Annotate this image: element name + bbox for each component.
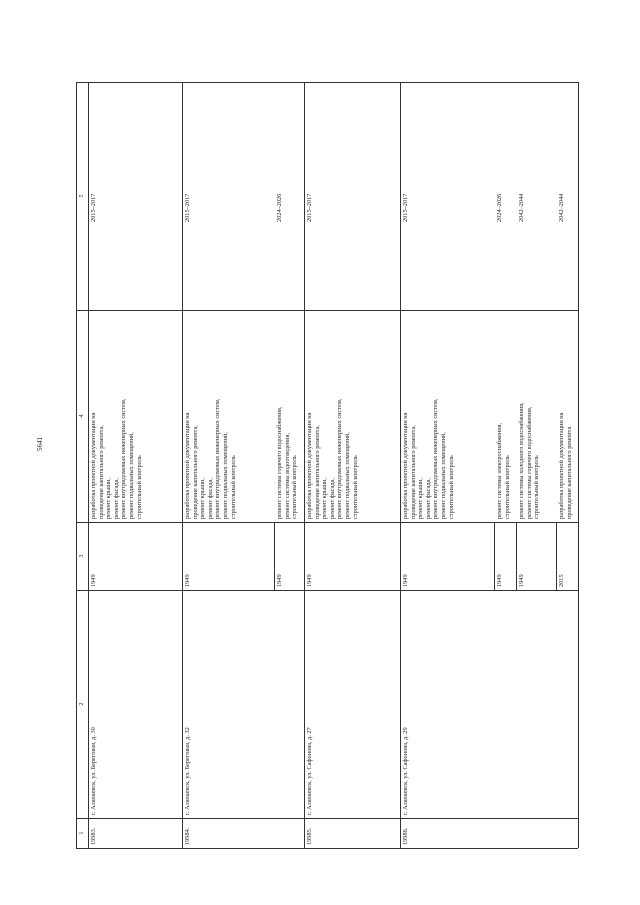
works-cell bbox=[558, 413, 573, 519]
works-line: разработка проектной документации на bbox=[184, 412, 191, 519]
period-cell: 2024–2026 bbox=[276, 193, 283, 222]
works-line: строительный контроль bbox=[533, 455, 541, 519]
page-number: 5641 bbox=[36, 437, 44, 451]
works-line: разработка проектной документации на bbox=[402, 412, 409, 519]
works-line: ремонт системы горячего водоснабжения, bbox=[276, 406, 283, 519]
column-header: 1 bbox=[78, 831, 85, 835]
period-cell: 2042–2044 bbox=[558, 193, 565, 222]
works-line: строительный контроль bbox=[447, 455, 455, 519]
works-line: ремонт фасада, bbox=[206, 478, 214, 519]
address-cell: г. Алапаевск, ул. Сафонова, д. 27 bbox=[306, 727, 313, 815]
works-line: ремонт системы холодного водоснабжения, bbox=[518, 402, 525, 519]
grid-line bbox=[88, 82, 89, 848]
works-line: проведение капитального ремонта, bbox=[313, 425, 321, 519]
address-cell: г. Алапаевск, ул. Сафонова, д. 29 bbox=[402, 727, 409, 815]
grid-line bbox=[76, 522, 578, 523]
works-line: ремонт внутридомовых инженерных систем, bbox=[214, 398, 222, 519]
column-header: 4 bbox=[78, 414, 85, 418]
grid-line bbox=[182, 82, 183, 848]
works-line: строительный контроль bbox=[229, 455, 237, 519]
row-number: 19984. bbox=[184, 827, 191, 845]
works-cell bbox=[306, 399, 359, 519]
period-cell: 2015–2017 bbox=[306, 193, 313, 222]
works-cell bbox=[276, 407, 299, 519]
grid-line bbox=[516, 522, 517, 590]
year-cell: 1949 bbox=[496, 574, 503, 587]
works-line: ремонт крыши, bbox=[417, 477, 425, 519]
works-line: проведение капитального ремонта, bbox=[97, 425, 105, 519]
works-line: ремонт подвальных помещений, bbox=[343, 432, 351, 519]
row-number: 19986. bbox=[402, 827, 409, 845]
works-line: ремонт внутридомовых инженерных систем, bbox=[336, 398, 344, 519]
works-line: ремонт фасада, bbox=[424, 478, 432, 519]
works-line: ремонт внутридомовых инженерных систем, bbox=[120, 398, 128, 519]
works-cell bbox=[496, 423, 511, 519]
grid-line bbox=[76, 818, 578, 819]
address-cell: г. Алапаевск, ул. Береговая, д. 32 bbox=[184, 727, 191, 815]
grid-line bbox=[76, 590, 578, 591]
year-cell: 1949 bbox=[306, 574, 313, 587]
works-line: ремонт системы водоотведения, bbox=[283, 433, 291, 519]
works-line: ремонт крыши, bbox=[105, 477, 113, 519]
grid-line bbox=[274, 522, 275, 590]
works-cell bbox=[184, 399, 237, 519]
grid-line bbox=[556, 522, 557, 590]
grid-line bbox=[304, 82, 305, 848]
works-line: разработка проектной документации на bbox=[558, 412, 565, 519]
works-line: строительный контроль bbox=[135, 455, 143, 519]
works-line: ремонт крыши, bbox=[199, 477, 207, 519]
works-line: ремонт подвальных помещений, bbox=[221, 432, 229, 519]
grid-line bbox=[400, 82, 401, 848]
row-number: 19985. bbox=[306, 827, 313, 845]
year-cell: 1949 bbox=[518, 574, 525, 587]
works-line: строительный контроль bbox=[351, 455, 359, 519]
works-line: ремонт системы горячего водоснабжения, bbox=[525, 406, 533, 519]
works-line: ремонт внутридомовых инженерных систем, bbox=[432, 398, 440, 519]
address-cell: г. Алапаевск, ул. Береговая, д. 30 bbox=[90, 727, 97, 815]
works-cell bbox=[90, 399, 143, 519]
works-cell bbox=[518, 402, 541, 519]
works-line: проведение капитального ремонта, bbox=[191, 425, 199, 519]
works-line: разработка проектной документации на bbox=[90, 412, 97, 519]
works-line: ремонт фасада, bbox=[328, 478, 336, 519]
column-header: 3 bbox=[78, 554, 85, 558]
period-cell: 2042–2044 bbox=[518, 193, 525, 222]
works-line: ремонт крыши, bbox=[321, 477, 329, 519]
grid-line bbox=[76, 310, 578, 311]
works-line: проведение капитального ремонта bbox=[565, 426, 573, 519]
period-cell: 2024–2026 bbox=[496, 193, 503, 222]
works-line: проведение капитального ремонта, bbox=[409, 425, 417, 519]
year-cell: 1949 bbox=[276, 574, 283, 587]
works-line: строительный контроль bbox=[503, 455, 511, 519]
works-line: строительный контроль bbox=[291, 455, 299, 519]
grid-line bbox=[76, 82, 578, 83]
works-cell bbox=[402, 399, 455, 519]
grid-line bbox=[494, 522, 495, 590]
row-number: 19983. bbox=[90, 827, 97, 845]
year-cell: 1949 bbox=[402, 574, 409, 587]
works-line: ремонт системы электроснабжения, bbox=[496, 422, 503, 519]
year-cell: 1949 bbox=[184, 574, 191, 587]
period-cell: 2015–2017 bbox=[184, 193, 191, 222]
column-header: 2 bbox=[78, 702, 85, 706]
works-line: ремонт фасада, bbox=[112, 478, 120, 519]
works-line: ремонт подвальных помещений, bbox=[127, 432, 135, 519]
column-header: 5 bbox=[78, 194, 85, 198]
period-cell: 2015–2017 bbox=[402, 193, 409, 222]
works-line: ремонт подвальных помещений, bbox=[439, 432, 447, 519]
grid-line bbox=[578, 82, 579, 848]
year-cell: 2015 bbox=[558, 574, 565, 587]
period-cell: 2015–2017 bbox=[90, 193, 97, 222]
year-cell: 1949 bbox=[90, 574, 97, 587]
grid-line bbox=[76, 848, 578, 849]
works-line: разработка проектной документации на bbox=[306, 412, 313, 519]
